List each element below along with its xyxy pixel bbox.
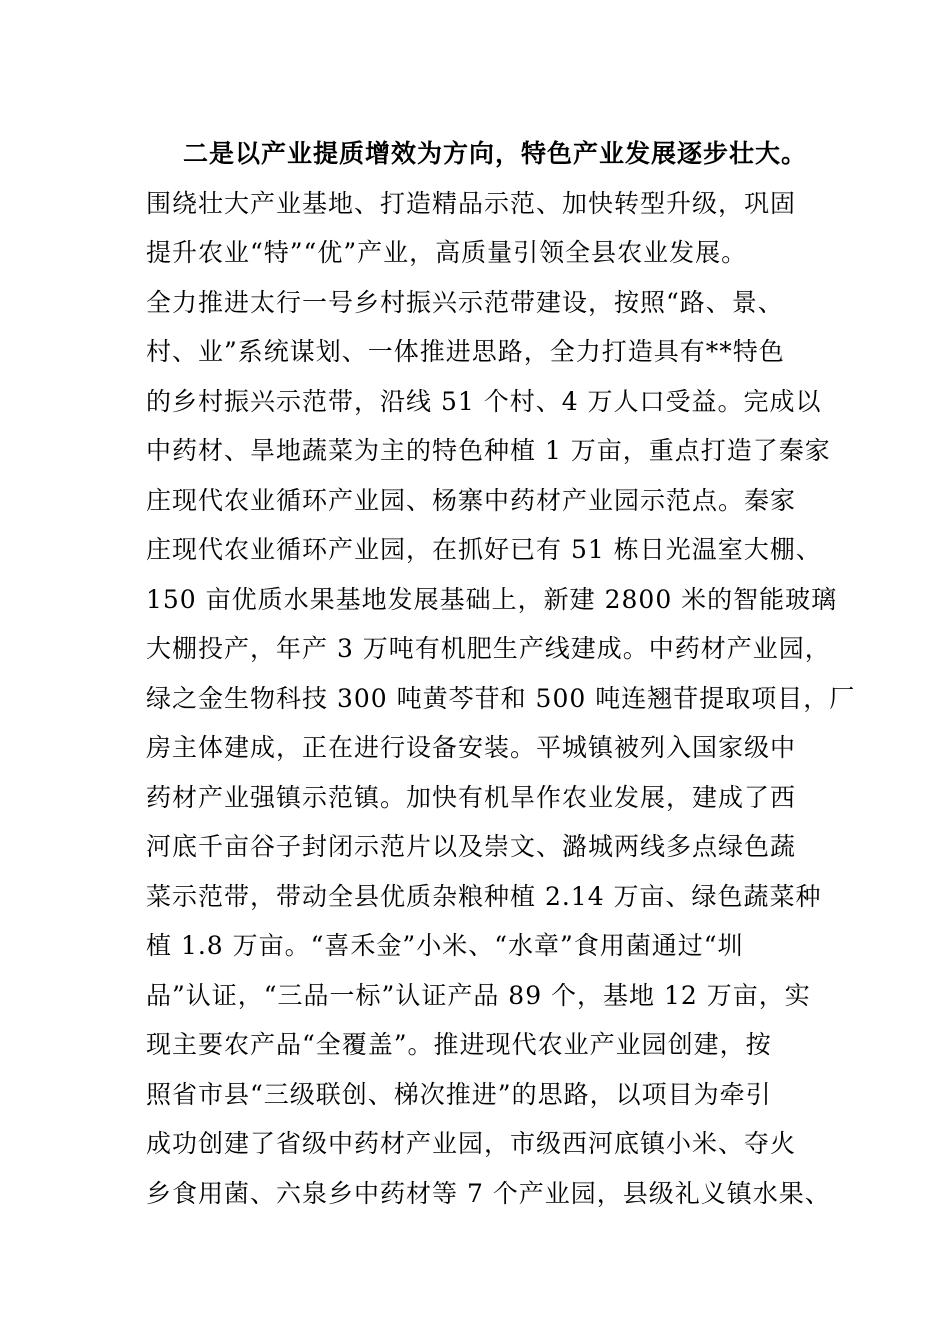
body-line: 菜示范带，带动全县优质杂粮种植 2.14 万亩、绿色蔬菜种: [146, 881, 822, 911]
body-line: 照省市县“三级联创、梯次推进”的思路，以项目为牵引: [146, 1079, 772, 1109]
body-line: 绿之金生物科技 300 吨黄芩苷和 500 吨连翘苷提取项目，厂: [146, 683, 856, 713]
body-line: 药材产业强镇示范镇。加快有机旱作农业发展，建成了西: [146, 782, 797, 812]
body-line: 庄现代农业循环产业园、杨寨中药材产业园示范点。秦家: [146, 485, 797, 515]
body-line: 提升农业“特”“优”产业，高质量引领全县农业发展。: [146, 238, 748, 267]
body-line: 围绕壮大产业基地、打造精品示范、加快转型升级，巩固: [146, 188, 797, 218]
body-line: 房主体建成，正在进行设备安装。平城镇被列入国家级中: [146, 733, 797, 762]
body-line: 中药材、旱地蔬菜为主的特色种植 1 万亩，重点打造了秦家: [146, 436, 831, 465]
body-line: 乡食用菌、六泉乡中药材等 7 个产业园，县级礼义镇水果、: [146, 1178, 831, 1208]
body-line: 现主要农产品“全覆盖”。推进现代农业产业园创建，按: [146, 1030, 772, 1059]
body-line: 村、业”系统谋划、一体推进思路，全力打造具有**特色: [146, 337, 785, 366]
body-line: 庄现代农业循环产业园，在抓好已有 51 栋日光温室大棚、: [146, 535, 822, 564]
body-line: 品”认证，“三品一标”认证产品 89 个，基地 12 万亩，实: [146, 980, 811, 1010]
body-text: [146, 129, 856, 1218]
body-line: 成功创建了省级中药材产业园，市级西河底镇小米、夺火: [146, 1129, 797, 1158]
body-line: 的乡村振兴示范带，沿线 51 个村、4 万人口受益。完成以: [146, 386, 822, 416]
body-line: 植 1.8 万亩。“喜禾金”小米、“水章”食用菌通过“圳: [146, 931, 744, 960]
body-line: 大棚投产，年产 3 万吨有机肥生产线建成。中药材产业园，: [146, 634, 831, 663]
body-line: 全力推进太行一号乡村振兴示范带建设，按照“路、景、: [146, 287, 784, 317]
section-heading: 二是以产业提质增效为方向，特色产业发展逐步壮大。: [183, 139, 808, 168]
body-line: 150 亩优质水果基地发展基础上，新建 2800 米的智能玻璃: [146, 584, 838, 614]
body-line: 河底千亩谷子封闭示范片以及崇文、潞城两线多点绿色蔬: [146, 832, 797, 861]
